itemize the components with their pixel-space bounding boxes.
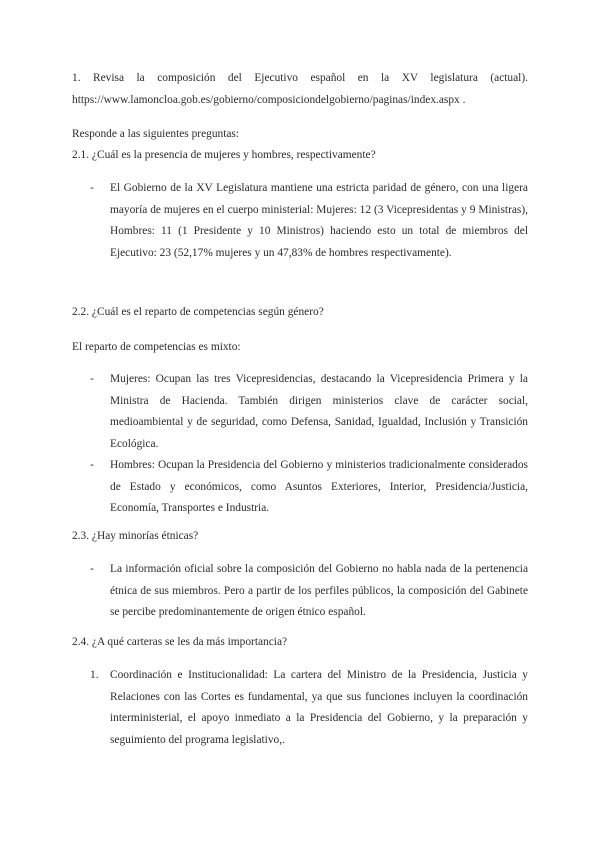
list-item-text: Hombres: Ocupan la Presidencia del Gobierno y ministerios tradicionalmente considerados de Estado y económicos, como Asuntos Exteriores, Interior, Presidencia/Justicia, Economía, Transportes e Industria. [110, 459, 528, 514]
list-item [90, 178, 528, 264]
list-item [90, 559, 528, 624]
list-number: 1. [90, 669, 99, 681]
list-item-text: El Gobierno de la XV Legislatura mantiene una estricta paridad de género, con una ligera mayoría de mujeres en el cuerpo ministerial: Mujeres: 12 (3 Vicepresidentas y 9 Ministras), Hombres: 11 (1 Presidente y 10 Ministros) haciendo esto un total de miembros del Ejecutivo: 23 (52,17% mujeres y un 47,83% de hombres respectivamente). [110, 182, 528, 259]
answer-2-1-list [90, 178, 528, 264]
list-item [90, 455, 528, 520]
dash-bullet: - [90, 373, 94, 385]
task-paragraph: 1. Revisa la composición del Ejecutivo español en la XV legislatura (actual). https://www.lamoncloa.gob.es/gobierno/composiciondelgobierno/paginas/index.aspx . [72, 72, 528, 106]
list-item-text: La información oficial sobre la composición del Gobierno no habla nada de la pertenencia étnica de sus miembros. Pero a partir de los perfiles públicos, la composición del Gabinete se percibe predominantemente de origen étnico español. [110, 563, 528, 618]
dash-bullet: - [90, 182, 94, 194]
answer-2-4-list [90, 665, 528, 751]
answer-2-2-list [90, 369, 528, 520]
list-item-text: Mujeres: Ocupan las tres Vicepresidencias, destacando la Vicepresidencia Primera y la Ministra de Hacienda. También dirigen ministerios clave de carácter social, medioambiental y de seguridad, como Defensa, Sanidad, Igualdad, Inclusión y Transición Ecológica. [110, 373, 528, 450]
question-2-2-heading: 2.2. ¿Cuál es el reparto de competencias según género? [72, 306, 324, 318]
list-item [90, 665, 528, 751]
question-2-1-heading: 2.1. ¿Cuál es la presencia de mujeres y hombres, respectivamente? [72, 149, 376, 161]
dash-bullet: - [90, 459, 94, 471]
question-2-3-heading: 2.3. ¿Hay minorías étnicas? [72, 530, 199, 542]
question-2-4-heading: 2.4. ¿A qué carteras se les da más importancia? [72, 636, 288, 648]
answer-2-3-list [90, 559, 528, 624]
list-item [90, 369, 528, 455]
instructions-line: Responde a las siguientes preguntas: [72, 128, 240, 140]
answer-2-2-intro: El reparto de competencias es mixto: [72, 341, 241, 353]
dash-bullet: - [90, 563, 94, 575]
list-item-text: Coordinación e Institucionalidad: La cartera del Ministro de la Presidencia, Justicia y Relaciones con las Cortes es fundamental, ya que sus funciones incluyen la coordinación interministerial, el apoyo inmediato a la Presidencia del Gobierno, y la preparación y seguimiento del programa legislativo,. [110, 669, 528, 746]
